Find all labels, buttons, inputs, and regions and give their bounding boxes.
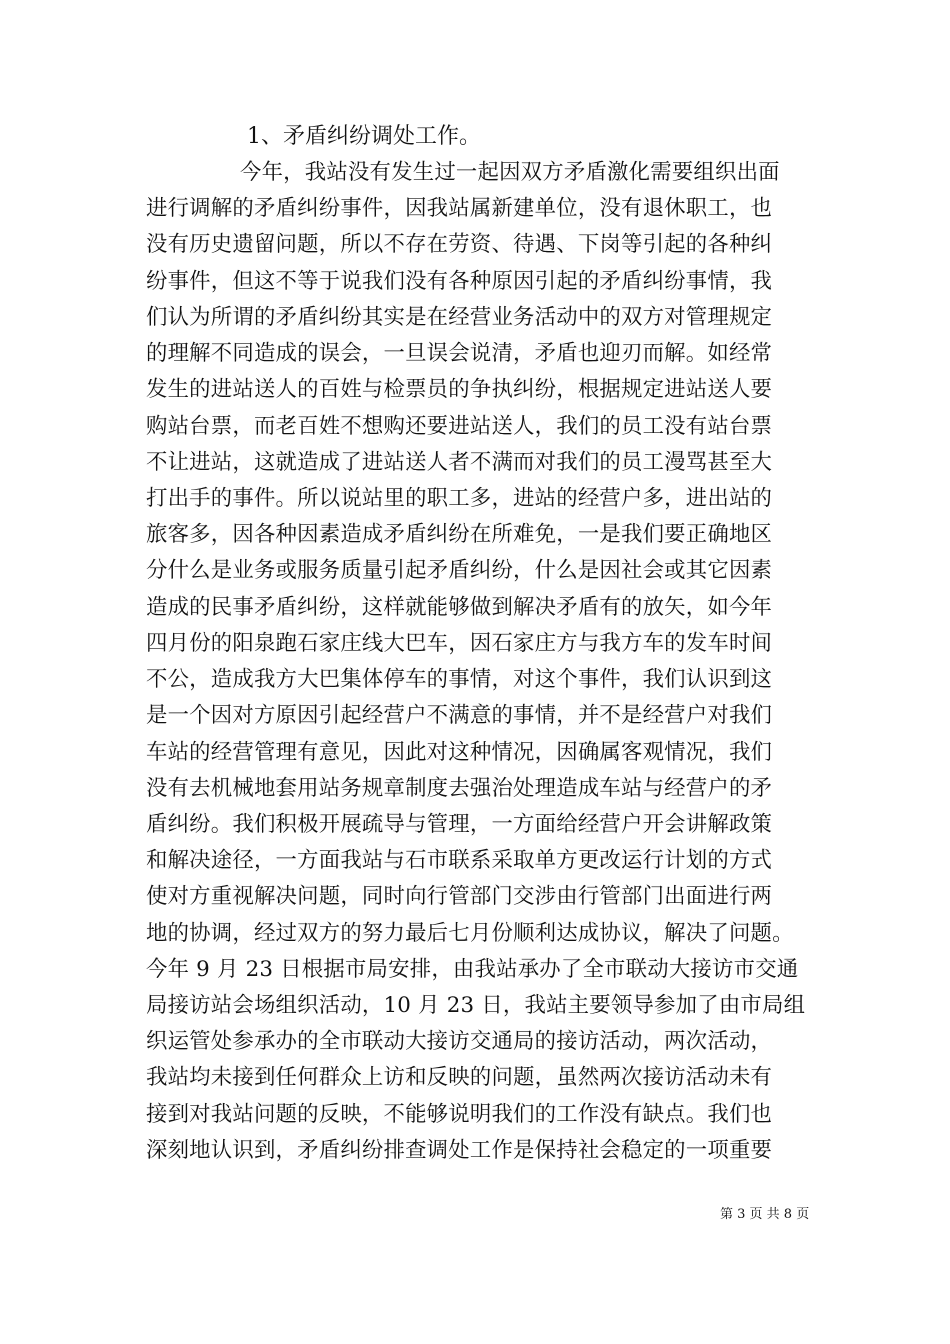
- text-line: 分什么是业务或服务质量引起矛盾纠纷，什么是因社会或其它因素: [146, 558, 773, 584]
- body-text: [146, 155, 826, 1169]
- text-line: 不公，造成我方大巴集体停车的事情，对这个事件，我们认识到这: [146, 667, 773, 693]
- text-line: 接到对我站问题的反映，不能够说明我们的工作没有缺点。我们也: [146, 1101, 773, 1127]
- text-line: 车站的经营管理有意见，因此对这种情况，因确属客观情况，我们: [146, 739, 773, 765]
- text-line: 旅客多，因各种因素造成矛盾纠纷在所难免，一是我们要正确地区: [146, 522, 773, 548]
- text-line: 打出手的事件。所以说站里的职工多，进站的经营户多，进出站的: [146, 485, 773, 511]
- text-line: 不让进站，这就造成了进站送人者不满而对我们的员工漫骂甚至大: [146, 449, 773, 475]
- page-number: 第 3 页 共 8 页: [720, 1207, 810, 1222]
- text-line: 四月份的阳泉跑石家庄线大巴车，因石家庄方与我方车的发车时间: [146, 630, 773, 656]
- text-line: 局接访站会场组织活动，10 月 23 日，我站主要领导参加了由市局组: [146, 993, 806, 1019]
- text-line: 纷事件，但这不等于说我们没有各种原因引起的矛盾纠纷事情，我: [146, 268, 773, 294]
- text-line: 深刻地认识到，矛盾纠纷排查调处工作是保持社会稳定的一项重要: [146, 1137, 773, 1163]
- text-line: 们认为所谓的矛盾纠纷其实是在经营业务活动中的双方对管理规定: [146, 304, 773, 330]
- text-line: 没有去机械地套用站务规章制度去强治处理造成车站与经营户的矛: [146, 775, 773, 801]
- text-line: 地的协调，经过双方的努力最后七月份顺利达成协议，解决了问题。: [146, 920, 794, 946]
- text-line: 今年，我站没有发生过一起因双方矛盾激化需要组织出面: [240, 160, 780, 185]
- text-line: 我站均未接到任何群众上访和反映的问题，虽然两次接访活动未有: [146, 1065, 773, 1091]
- text-line: 和解决途径，一方面我站与石市联系采取单方更改运行计划的方式: [146, 848, 773, 874]
- text-line: 购站台票，而老百姓不想购还要进站送人，我们的员工没有站台票: [146, 413, 773, 439]
- text-line: 盾纠纷。我们积极开展疏导与管理，一方面给经营户开会讲解政策: [146, 811, 773, 837]
- text-line: 使对方重视解决问题，同时向行管部门交涉由行管部门出面进行两: [146, 884, 773, 910]
- text-line: 今年 9 月 23 日根据市局安排，由我站承办了全市联动大接访市交通: [146, 956, 799, 982]
- text-line: 造成的民事矛盾纠纷，这样就能够做到解决矛盾有的放矢，如今年: [146, 594, 773, 620]
- text-line: 没有历史遗留问题，所以不存在劳资、待遇、下岗等引起的各种纠: [146, 232, 773, 258]
- section-heading: 1、矛盾纠纷调处工作。: [247, 124, 481, 149]
- text-line: 发生的进站送人的百姓与检票员的争执纠纷，根据规定进站送人要: [146, 377, 773, 403]
- text-line: 是一个因对方原因引起经营户不满意的事情，并不是经营户对我们: [146, 703, 773, 729]
- text-line: 的理解不同造成的误会，一旦误会说清，矛盾也迎刃而解。如经常: [146, 341, 773, 367]
- text-line: 进行调解的矛盾纠纷事件，因我站属新建单位，没有退休职工，也: [146, 196, 773, 222]
- text-line: 织运管处参承办的全市联动大接访交通局的接访活动，两次活动，: [146, 1029, 773, 1055]
